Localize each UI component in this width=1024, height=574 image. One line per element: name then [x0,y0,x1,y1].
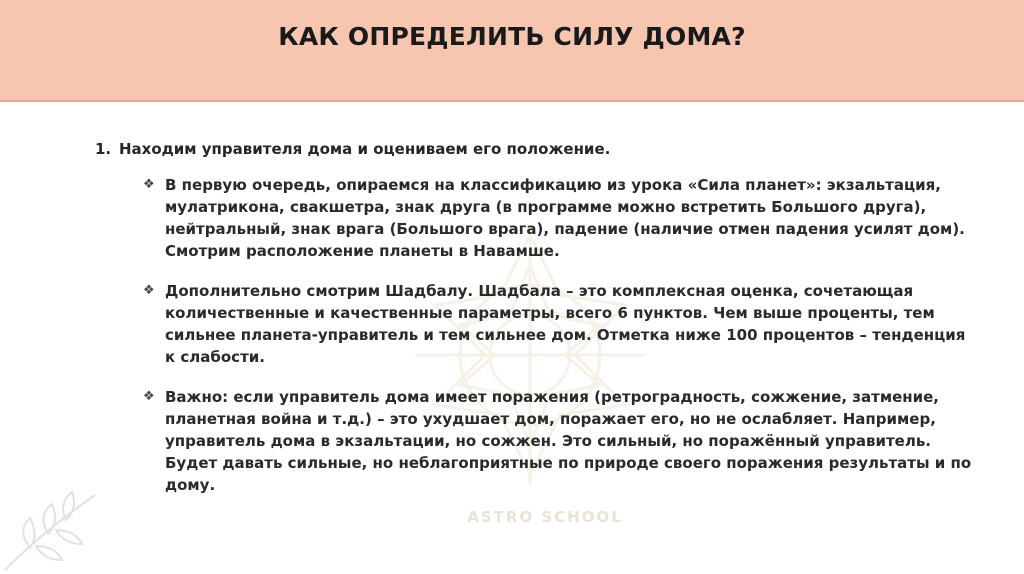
watermark-text: ASTRO SCHOOL [467,508,623,526]
point-number: 1. [95,140,112,158]
content-body [95,138,995,514]
numbered-point [95,138,995,160]
bullet-item [143,174,995,262]
diamond-bullet-icon: ❖ [143,389,155,404]
bullet-item [143,386,995,496]
bullet-list [143,174,995,496]
header-banner [0,0,1024,102]
diamond-bullet-icon: ❖ [143,177,155,192]
diamond-bullet-icon: ❖ [143,283,155,298]
bullet-text: Важно: если управитель дома имеет поражения (ретроградность, сожжение, затмение, планетная война и т.д.) – это ухудшает дом, поражает его, но не ослабляет. Например, управитель дома в экзальтации, но сожжен. Это сильный, но поражённый управитель. Будет давать сильные, но неблагоприятные по природе своего поражения результаты и по дому. [165,388,972,494]
point-text: Находим управителя дома и оцениваем его положение. [119,140,611,158]
leaf-branch-icon [0,480,110,574]
bullet-text: Дополнительно смотрим Шадбалу. Шадбала – это комплексная оценка, сочетающая количественные и качественные параметры, всего 6 пунктов. Чем выше проценты, тем сильнее планета-управитель и тем сильнее дом. Отметка ниже 100 процентов – тенденция к слабости. [165,282,966,366]
bullet-text: В первую очередь, опираемся на классификацию из урока «Сила планет»: экзальтация, мулатрикона, свакшетра, знак друга (в программе можно встретить Большого друга), нейтральный, знак врага (Большого врага), падение (наличие отмен падения усилят дом). Смотрим расположение планеты в Навамше. [165,176,965,260]
bullet-item [143,280,995,368]
page-title: КАК ОПРЕДЕЛИТЬ СИЛУ ДОМА? [278,22,746,51]
